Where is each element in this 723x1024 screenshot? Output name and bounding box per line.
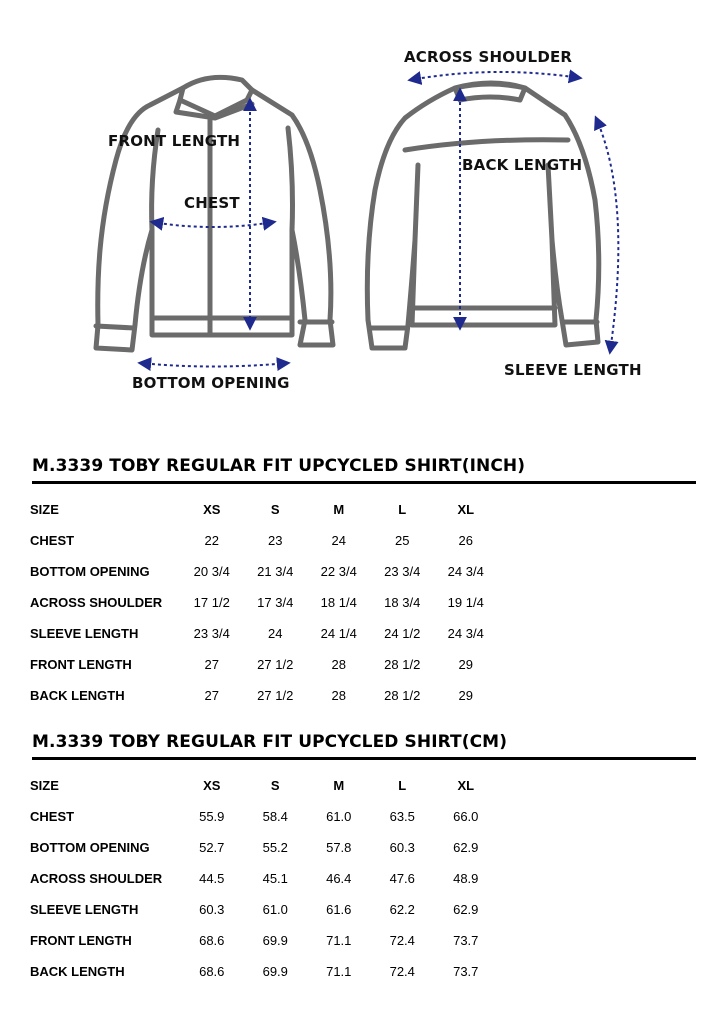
row-label: CHEST: [30, 809, 75, 824]
cell: 28: [331, 688, 346, 703]
cell: 61.6: [326, 902, 352, 917]
table-row: [28, 894, 498, 925]
cell: 18 1/4: [320, 595, 357, 610]
table-row: [28, 863, 498, 894]
cell: 63.5: [389, 809, 415, 824]
cell: 60.3: [199, 902, 225, 917]
cell: 61.0: [326, 809, 352, 824]
cell: 28: [331, 657, 346, 672]
table-row: [28, 956, 498, 987]
cell: 19 1/4: [447, 595, 484, 610]
chest-label: CHEST: [184, 194, 240, 212]
cell: 58.4: [262, 809, 288, 824]
table-row: [28, 587, 498, 618]
inch-table-title: M.3339 TOBY REGULAR FIT UPCYCLED SHIRT(INCH): [32, 456, 526, 476]
cell: 27 1/2: [257, 688, 294, 703]
size-m: M: [333, 502, 345, 517]
table-row: [28, 925, 498, 956]
cm-size-table: [28, 770, 498, 987]
row-label: ACROSS SHOULDER: [30, 595, 163, 610]
bottom-opening-label: BOTTOM OPENING: [132, 374, 290, 392]
table-row: [28, 556, 498, 587]
table-row: [28, 649, 498, 680]
cell: 23: [268, 533, 283, 548]
cell: 27 1/2: [257, 657, 294, 672]
cell: 21 3/4: [257, 564, 294, 579]
row-label: FRONT LENGTH: [30, 933, 132, 948]
cell: 61.0: [262, 902, 288, 917]
size-xl: XL: [457, 778, 475, 793]
size-s: S: [270, 778, 280, 793]
row-label: SLEEVE LENGTH: [30, 626, 139, 641]
cell: 25: [395, 533, 410, 548]
size-header: SIZE: [30, 778, 59, 793]
table-row: [28, 801, 498, 832]
back-jacket: [367, 83, 598, 348]
row-label: SLEEVE LENGTH: [30, 902, 139, 917]
cell: 24 1/2: [384, 626, 421, 641]
cell: 24 3/4: [447, 626, 484, 641]
cell: 62.9: [453, 840, 479, 855]
size-xs: XS: [203, 502, 221, 517]
cell: 73.7: [453, 933, 479, 948]
size-xl: XL: [457, 502, 475, 517]
size-xs: XS: [203, 778, 221, 793]
cell: 20 3/4: [193, 564, 230, 579]
across-shoulder-label: ACROSS SHOULDER: [404, 48, 573, 66]
measurement-diagram: [0, 0, 723, 410]
cell: 28 1/2: [384, 657, 421, 672]
cell: 68.6: [199, 964, 225, 979]
cell: 23 3/4: [384, 564, 421, 579]
cell: 29: [458, 657, 473, 672]
row-label: FRONT LENGTH: [30, 657, 132, 672]
cell: 57.8: [326, 840, 352, 855]
front-length-label: FRONT LENGTH: [108, 132, 241, 150]
cell: 17 3/4: [257, 595, 294, 610]
table-header-row: [28, 770, 498, 801]
cm-table-title: M.3339 TOBY REGULAR FIT UPCYCLED SHIRT(CM): [32, 732, 508, 752]
table-row: [28, 832, 498, 863]
bottom-opening-arrow: [140, 363, 288, 367]
cell: 24: [331, 533, 346, 548]
row-label: BACK LENGTH: [30, 964, 125, 979]
cell: 24 3/4: [447, 564, 484, 579]
cell: 62.2: [389, 902, 415, 917]
cell: 28 1/2: [384, 688, 421, 703]
cell: 27: [204, 657, 219, 672]
row-label: BOTTOM OPENING: [30, 840, 150, 855]
cell: 71.1: [326, 964, 352, 979]
inch-size-table: [28, 494, 498, 711]
size-l: L: [398, 502, 407, 517]
jacket-illustration: [0, 0, 723, 410]
cell: 23 3/4: [193, 626, 230, 641]
cell: 69.9: [262, 933, 288, 948]
table-row: [28, 525, 498, 556]
cell: 71.1: [326, 933, 352, 948]
cell: 24: [268, 626, 283, 641]
chest-arrow: [152, 222, 274, 227]
table-row: [28, 680, 498, 711]
cell: 24 1/4: [320, 626, 357, 641]
cell: 47.6: [389, 871, 415, 886]
back-length-label: BACK LENGTH: [462, 156, 583, 174]
cell: 22 3/4: [320, 564, 357, 579]
row-label: ACROSS SHOULDER: [30, 871, 163, 886]
table-header-row: [28, 494, 498, 525]
table-row: [28, 618, 498, 649]
row-label: CHEST: [30, 533, 75, 548]
inch-title-rule: [32, 481, 696, 484]
cell: 55.9: [199, 809, 225, 824]
cell: 55.2: [262, 840, 288, 855]
cell: 62.9: [453, 902, 479, 917]
cell: 69.9: [262, 964, 288, 979]
across-shoulder-arrow: [410, 72, 580, 80]
row-label: BOTTOM OPENING: [30, 564, 150, 579]
sleeve-length-label: SLEEVE LENGTH: [504, 361, 642, 379]
cell: 72.4: [389, 933, 415, 948]
size-l: L: [398, 778, 407, 793]
size-s: S: [270, 502, 280, 517]
cell: 73.7: [453, 964, 479, 979]
cell: 72.4: [389, 964, 415, 979]
row-label: BACK LENGTH: [30, 688, 125, 703]
size-m: M: [333, 778, 345, 793]
cell: 52.7: [199, 840, 225, 855]
cell: 44.5: [199, 871, 225, 886]
cell: 22: [204, 533, 219, 548]
front-jacket: [96, 77, 333, 350]
cell: 66.0: [453, 809, 479, 824]
cell: 68.6: [199, 933, 225, 948]
cell: 29: [458, 688, 473, 703]
size-header: SIZE: [30, 502, 59, 517]
cell: 18 3/4: [384, 595, 421, 610]
cell: 26: [458, 533, 473, 548]
cell: 27: [204, 688, 219, 703]
cm-title-rule: [32, 757, 696, 760]
cell: 17 1/2: [193, 595, 230, 610]
cell: 46.4: [326, 871, 352, 886]
cell: 48.9: [453, 871, 479, 886]
cell: 45.1: [262, 871, 288, 886]
cell: 60.3: [389, 840, 415, 855]
